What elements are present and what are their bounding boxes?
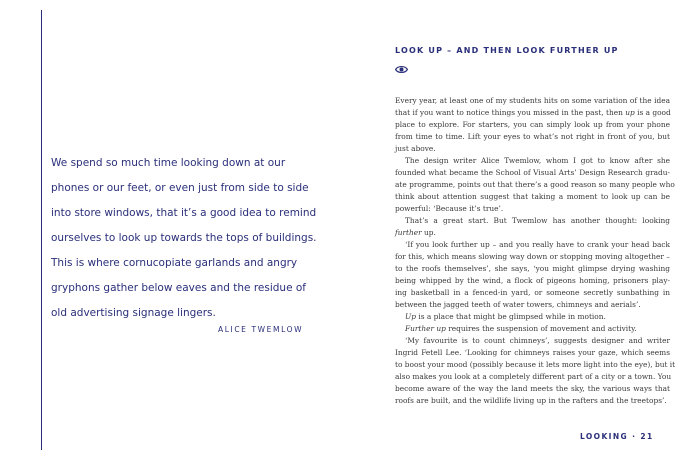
text-line: for this, which means slowing way down or stopping moving altogether – [395, 252, 670, 261]
quote-line: We spend so much time looking down at our [51, 157, 286, 169]
text-line: Up is a place that might be glimpsed while in motion. [405, 312, 606, 321]
text-line: roofs are built, and the wildlife living up in the rafters and the treetops’. [395, 396, 667, 405]
text-line: to the roofs themselves’, she says, ‘you might glimpse drying washing [395, 264, 670, 273]
text-line: from time to time. Lift your eyes to what’s not right in front of you, but [395, 132, 670, 141]
footer-separator: · [632, 432, 637, 441]
text-line: Every year, at least one of my students hits on some variation of the idea [395, 96, 670, 105]
quote-author: ALICE TWEMLOW [218, 325, 304, 334]
footer-section: LOOKING [580, 432, 629, 441]
text-line: that if you want to notice things you missed in the past, then up is a good [395, 108, 671, 117]
text-line: Further up requires the suspension of movement and activity. [405, 324, 637, 333]
quote-line: phones or our feet, or even just from side to side [51, 182, 309, 194]
quote-line: This is where cornucopiate garlands and angry [51, 257, 298, 269]
text-line: ‘My favourite is to count chimneys’, suggests designer and writer [405, 336, 670, 345]
emphasis: further [395, 228, 422, 237]
quote-line: old advertising signage lingers. [51, 307, 216, 319]
text-line: ing basketball in a fenced-in yard, or someone secretly sunbathing in [395, 288, 670, 297]
text-line: founded what became the School of Visual Arts’ Design Research gradu- [395, 168, 670, 177]
text-line: also makes you look at a completely different part of a city or a town. You [395, 372, 672, 381]
text-line: between the jagged teeth of water towers, chimneys and aerials’. [395, 300, 641, 309]
text-line: ate programme, points out that there’s a good reason so many people who [395, 180, 675, 189]
text-line: The design writer Alice Twemlow, whom I got to know after she [405, 156, 670, 165]
text-line: That’s a great start. But Twemlow has another thought: looking [405, 216, 670, 225]
emphasis: Further up [405, 324, 446, 333]
text-line: Ingrid Fetell Lee. ‘Looking for chimneys raises your gaze, which seems [395, 348, 670, 357]
text-line: ‘If you look further up – and you really have to crank your head back [405, 240, 670, 249]
emphasis: Up [405, 312, 416, 321]
quote-line: ourselves to look up towards the tops of buildings. [51, 232, 317, 244]
emphasis: up [625, 108, 635, 117]
quote-line: gryphons gather below eaves and the residue of [51, 282, 306, 294]
text-line: further up. [395, 228, 436, 237]
text-line: become aware of the way the land meets the sky, the various ways that [395, 384, 670, 393]
text-line: being whipped by the wind, a flock of pigeons homing, prisoners play- [395, 276, 670, 285]
text-line: to boost your mood (possibly because it lets more light into the eye), but it [395, 360, 676, 369]
section-heading: LOOK UP – AND THEN LOOK FURTHER UP [395, 46, 619, 55]
body-text [395, 95, 676, 407]
running-footer [580, 432, 654, 441]
page-number: 21 [640, 432, 654, 441]
pull-quote [51, 151, 331, 326]
vertical-rule [41, 10, 42, 450]
text-line: powerful: ‘Because it’s true’. [395, 204, 504, 213]
text-line: place to explore. For starters, you can simply look up from your phone [395, 120, 670, 129]
quote-line: into store windows, that it’s a good idea to remind [51, 207, 317, 219]
text-line: just above. [395, 144, 436, 153]
text-line: think about attention suggest that taking a moment to look up can be [395, 192, 670, 201]
eye-icon [395, 65, 408, 74]
